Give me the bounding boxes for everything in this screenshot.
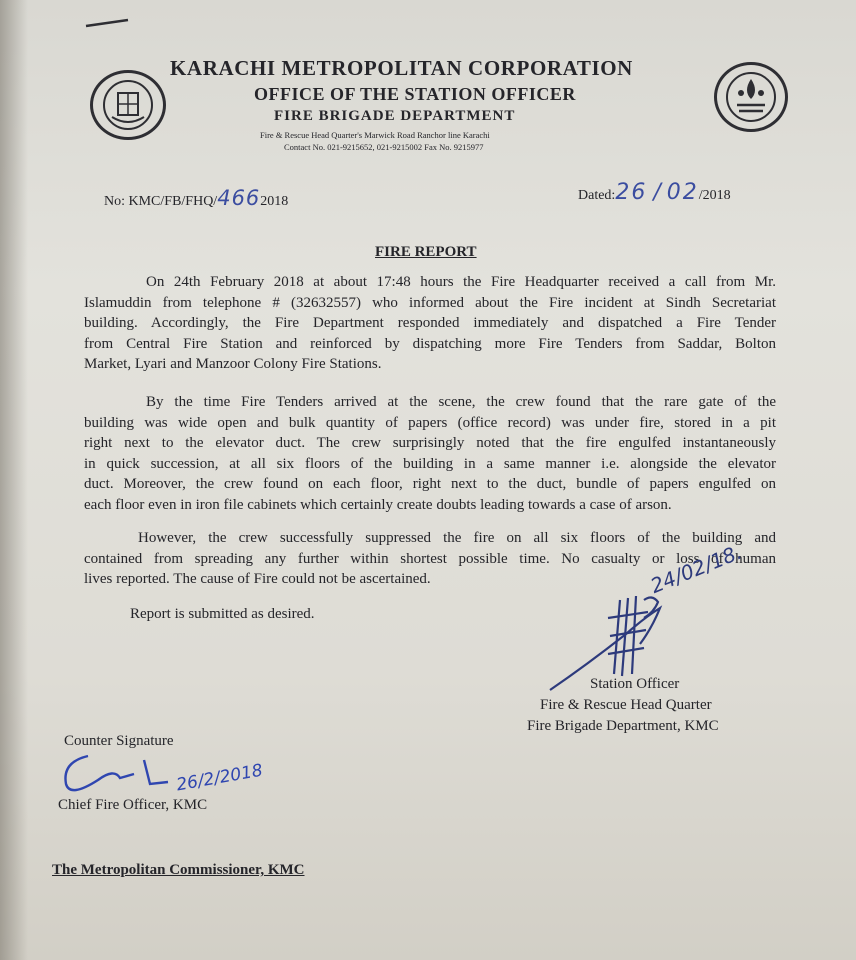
- dated-field: Dated:26 / 02/2018: [578, 180, 731, 205]
- station-officer-signature-date: 24/02/18.: [647, 539, 746, 598]
- dated-day: 26: [615, 180, 648, 205]
- paragraph-line: On 24th February 2018 at about 17:48 hours the Fire Headquarter received a call from Mr.: [146, 274, 776, 290]
- dated-month: 02: [666, 180, 699, 205]
- addressee: The Metropolitan Commissioner, KMC: [52, 862, 305, 878]
- paragraph-line: Islamuddin from telephone # (32632557) who informed about the Fire incident at Sindh Secretariat: [84, 294, 776, 311]
- paragraph-line: building. Accordingly, the Fire Department responded immediately and dispatched a Fire Tender: [84, 315, 776, 331]
- reference-handwritten-number: 466: [217, 186, 261, 210]
- reference-prefix: No: KMC/FB/FHQ/: [104, 194, 218, 209]
- paragraph-line: each floor even in iron file cabinets which certainly create doubts leading towards a case of arson.: [84, 496, 672, 513]
- dated-label: Dated:: [578, 188, 616, 203]
- paragraph-line: However, the crew successfully suppressed the fire on all six floors of the building and: [138, 530, 776, 546]
- signatory-role: Station Officer: [590, 676, 680, 692]
- paragraph-1: [84, 272, 776, 375]
- paragraph-line: lives reported. The cause of Fire could not be ascertained.: [84, 571, 431, 587]
- fire-brigade-emblem-icon: [714, 62, 788, 132]
- report-title: FIRE REPORT: [375, 244, 477, 260]
- pen-mark: [84, 14, 134, 30]
- reference-number: [104, 186, 288, 210]
- paragraph-line: right next to the elevator duct. The crew surprisingly noted that the fire engulfed instantaneously: [84, 435, 776, 451]
- paragraph-line: from Central Fire Station and reinforced by dispatching more Fire Tenders from Saddar, Bolton: [84, 335, 776, 352]
- org-name: KARACHI METROPOLITAN CORPORATION: [170, 56, 633, 80]
- signatory-department: Fire Brigade Department, KMC: [527, 718, 719, 734]
- paragraph-line: building was wide open and bulk quantity of papers (office record) was under fire, stored in a pit: [84, 414, 776, 431]
- reference-year: 2018: [260, 194, 289, 209]
- office-name: OFFICE OF THE STATION OFFICER: [254, 84, 576, 104]
- paragraph-line: duct. Moreover, the crew found on each floor, right next to the duct, bundle of papers engulfed on: [84, 476, 776, 492]
- signatory-unit: Fire & Rescue Head Quarter: [540, 697, 712, 713]
- paragraph-line: By the time Fire Tenders arrived at the scene, the crew found that the rare gate of the: [146, 394, 776, 410]
- page-shadow: [0, 0, 28, 960]
- paragraph-line: Report is submitted as desired.: [130, 606, 315, 622]
- paragraph-line: Market, Lyari and Manzoor Colony Fire Stations.: [84, 356, 382, 372]
- department-name: FIRE BRIGADE DEPARTMENT: [274, 108, 516, 124]
- chief-fire-officer: Chief Fire Officer, KMC: [58, 797, 208, 813]
- contact-line: Contact No. 021-9215652, 021-9215002 Fax No. 9215977: [284, 142, 484, 152]
- dated-year: /2018: [698, 188, 731, 203]
- paragraph-line: in quick succession, at all six floors of the building in a same manner i.e. alongside the elevator: [84, 455, 776, 472]
- paragraph-line: contained from spreading any further within shortest possible time. No casualty or loss of human: [84, 550, 776, 567]
- paragraph-2: [84, 392, 776, 515]
- address-line: Fire & Rescue Head Quarter's Marwick Road Ranchor line Karachi: [260, 130, 490, 140]
- counter-signature-label: Counter Signature: [64, 733, 174, 749]
- kmc-logo-icon: [90, 70, 166, 140]
- counter-signature-date: 26/2/2018: [174, 760, 265, 796]
